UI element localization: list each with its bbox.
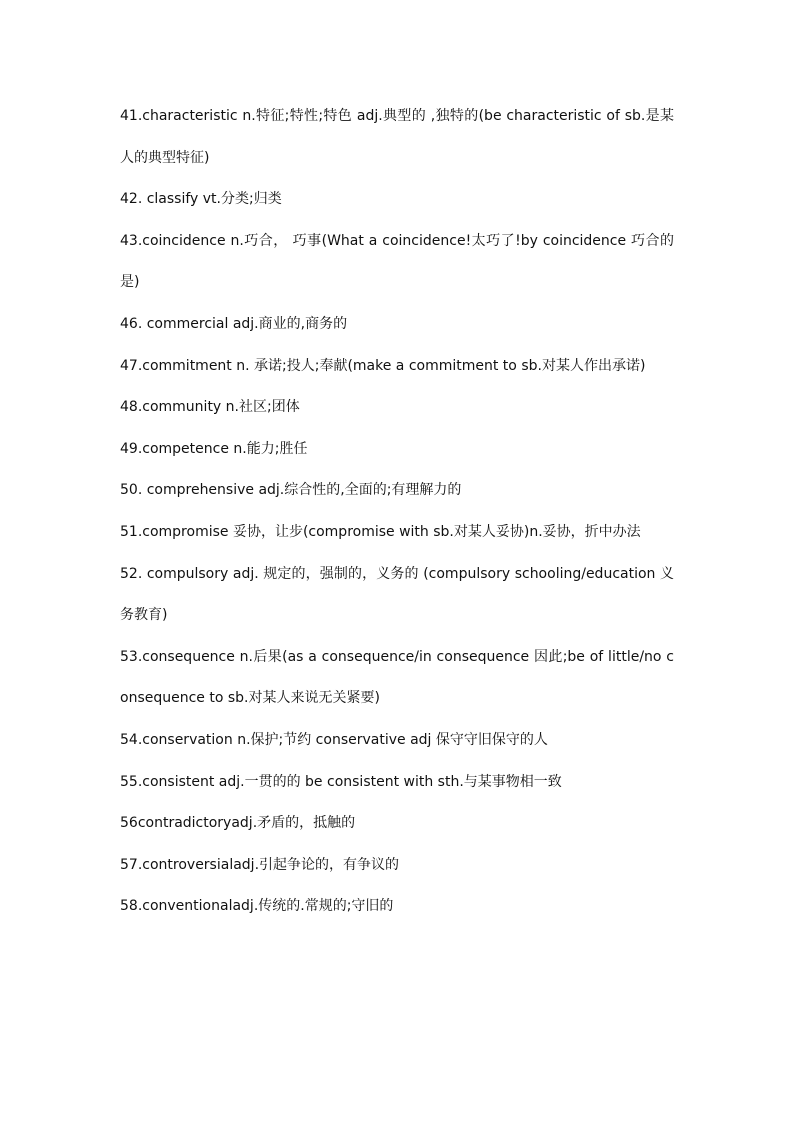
- entry-58: 58.conventionaladj.传统的.常规的;守旧的: [120, 898, 394, 915]
- entry-53: 53.consequence n.后果(as a consequence/in consequence 因此;be of little/no consequence to sb.对某人来说无关紧要): [120, 648, 674, 707]
- entry-49: 49.competence n.能力;胜任: [120, 440, 308, 457]
- entry-55: 55.consistent adj.一贯的的 be consistent with sth.与某事物相一致: [120, 773, 562, 790]
- entry-51: 51.compromise 妥协，让步(compromise with sb.对某人妥协)n.妥协，折中办法: [120, 523, 641, 540]
- entry-47: 47.commitment n. 承诺;投人;奉献(make a commitment to sb.对某人作出承诺): [120, 357, 646, 374]
- entry-46: 46. commercial adj.商业的,商务的: [120, 315, 348, 332]
- entry-54: 54.conservation n.保护;节约 conservative adj 保守守旧保守的人: [120, 731, 548, 748]
- entry-48: 48.community n.社区;团体: [120, 399, 300, 416]
- entry-50: 50. comprehensive adj.综合性的,全面的;有理解力的: [120, 482, 462, 499]
- entry-56: 56contradictoryadj.矛盾的，抵触的: [120, 815, 356, 832]
- entry-52: 52. compulsory adj. 规定的，强制的，义务的 (compulsory schooling/education 义务教育): [120, 565, 674, 624]
- entry-43: 43.coincidence n.巧合， 巧事(What a coincidence!太巧了!by coincidence 巧合的是): [120, 232, 674, 291]
- entry-57: 57.controversialadj.引起争论的，有争议的: [120, 856, 400, 873]
- entry-41: 41.characteristic n.特征;特性;特色 adj.典型的 ,独特的(be characteristic of sb.是某人的典型特征): [120, 108, 674, 166]
- vocabulary-list: [120, 96, 674, 928]
- entry-42: 42. classify vt.分类;归类: [120, 191, 282, 208]
